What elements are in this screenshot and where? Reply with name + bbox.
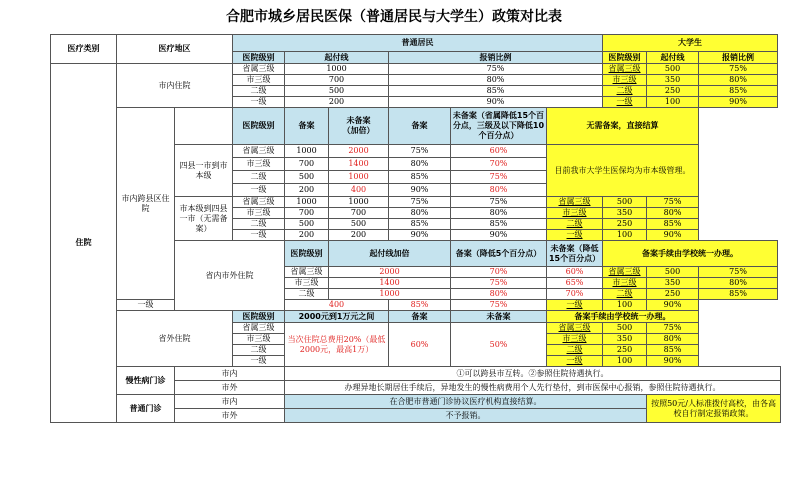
citycounty-ratio-filed: 80% xyxy=(389,208,451,219)
province-deductible: 2000 xyxy=(329,267,451,278)
header-med-area: 医疗地区 xyxy=(117,35,233,64)
student-deductible: 500 xyxy=(647,64,699,75)
header-med-type: 医疗类别 xyxy=(51,35,117,64)
county-ratio-unfiled: 80% xyxy=(451,184,547,197)
student-ratio: 90% xyxy=(699,97,778,108)
student-ratio: 75% xyxy=(699,267,778,278)
header-deductible: 起付线 xyxy=(285,52,389,64)
province-ratio-unfiled: 75% xyxy=(451,300,547,311)
level-label: 一级 xyxy=(233,184,285,197)
general-outside-text: 不予报销。 xyxy=(285,409,647,423)
category-inpatient: 住院 xyxy=(51,64,117,423)
out-province-note: 当次住院总费用20%（最低2000元，最高1万） xyxy=(285,323,389,367)
header-ordinary: 普通居民 xyxy=(233,35,603,52)
area-outside: 市外 xyxy=(175,381,285,395)
student-deductible: 100 xyxy=(647,97,699,108)
area-county-to-city: 四县一市到市本级 xyxy=(175,145,233,197)
citycounty-filed: 500 xyxy=(285,219,329,230)
citycounty-filed: 700 xyxy=(285,208,329,219)
student-general-note: 按照50元/人标准拨付高校，由各高校自行制定报销政策。 xyxy=(647,395,781,423)
header-student: 大学生 xyxy=(603,35,778,52)
header-hosp-level: 医院级别 xyxy=(233,108,285,145)
level-label: 一级 xyxy=(233,356,285,367)
province-ratio-filed: 80% xyxy=(451,289,547,300)
header-unfiled-double: 未备案 （加倍） xyxy=(329,108,389,145)
student-ratio: 85% xyxy=(647,345,699,356)
county-ratio-unfiled: 75% xyxy=(451,171,547,184)
county-filed: 1000 xyxy=(285,145,329,158)
province-deductible: 1000 xyxy=(329,289,451,300)
header-filed: 备案 xyxy=(389,311,451,323)
level-label: 一级 xyxy=(233,230,285,241)
level-label: 市三级 xyxy=(233,75,285,86)
header-unfiled-rule: 未备案（省属降低15个百分点，三级及以下降低10个百分点） xyxy=(451,108,547,145)
city-ratio: 85% xyxy=(389,86,603,97)
student-level-label: 市三级 xyxy=(547,208,603,219)
student-ratio: 75% xyxy=(699,64,778,75)
student-ratio: 80% xyxy=(647,334,699,345)
province-ratio-filed: 70% xyxy=(451,267,547,278)
student-deductible: 100 xyxy=(603,356,647,367)
level-label: 省属三级 xyxy=(233,197,285,208)
student-ratio: 75% xyxy=(647,197,699,208)
student-level-label: 省属三级 xyxy=(547,323,603,334)
city-deductible: 200 xyxy=(285,97,389,108)
student-level-label: 市三级 xyxy=(603,278,647,289)
province-deductible: 1400 xyxy=(329,278,451,289)
student-deductible: 350 xyxy=(603,208,647,219)
student-deductible: 100 xyxy=(603,300,647,311)
citycounty-ratio-unfiled: 85% xyxy=(451,219,547,230)
student-level-label: 省属三级 xyxy=(603,267,647,278)
area-city-to-county: 市本级到四县一市（无需备案） xyxy=(175,197,233,241)
student-deductible: 250 xyxy=(603,345,647,356)
citycounty-ratio-filed: 90% xyxy=(389,230,451,241)
student-level-label: 一级 xyxy=(547,230,603,241)
student-ratio: 85% xyxy=(699,86,778,97)
province-ratio-filed: 85% xyxy=(389,300,451,311)
county-unfiled: 1000 xyxy=(329,171,389,184)
level-label: 市三级 xyxy=(233,334,285,345)
student-level-label: 二级 xyxy=(603,86,647,97)
student-level-label: 省属三级 xyxy=(603,64,647,75)
area-outside: 市外 xyxy=(175,409,285,423)
student-level-label: 二级 xyxy=(603,289,647,300)
citycounty-unfiled: 200 xyxy=(329,230,389,241)
city-ratio: 80% xyxy=(389,75,603,86)
header-student-deductible: 起付线 xyxy=(647,52,699,64)
area-city: 市内住院 xyxy=(117,64,233,108)
student-level-label: 市三级 xyxy=(547,334,603,345)
student-level-label: 二级 xyxy=(547,219,603,230)
level-label: 二级 xyxy=(233,219,285,230)
student-ratio: 90% xyxy=(647,356,699,367)
chronic-inside-text: ①可以跨县市互转。②参照住院待遇执行。 xyxy=(285,367,781,381)
student-deductible: 500 xyxy=(603,197,647,208)
citycounty-unfiled: 500 xyxy=(329,219,389,230)
level-label: 市三级 xyxy=(233,158,285,171)
area-inside: 市内 xyxy=(175,367,285,381)
student-deductible: 250 xyxy=(647,289,699,300)
student-deductible: 350 xyxy=(647,278,699,289)
category-general: 普通门诊 xyxy=(117,395,175,423)
level-label: 市三级 xyxy=(233,208,285,219)
page-title: 合肥市城乡居民医保（普通居民与大学生）政策对比表 xyxy=(226,9,562,25)
province-ratio-filed: 75% xyxy=(451,278,547,289)
county-ratio-unfiled: 60% xyxy=(451,145,547,158)
level-label: 省属三级 xyxy=(233,145,285,158)
student-cross-county-note: 目前我市大学生医保均为市本级管理。 xyxy=(547,145,699,197)
student-ratio: 90% xyxy=(647,300,699,311)
header-range: 2000元到1万元之间 xyxy=(285,311,389,323)
county-ratio-filed: 85% xyxy=(389,171,451,184)
province-ratio-unfiled: 65% xyxy=(547,278,603,289)
chronic-outside-text: 办理异地长期居住手续后，异地发生的慢性病费用个人先行垫付，到市医保中心报销，参照住院待遇执行。 xyxy=(285,381,781,395)
area-out-province: 省外住院 xyxy=(117,311,233,367)
student-deductible: 250 xyxy=(603,219,647,230)
level-label: 一级 xyxy=(233,97,285,108)
citycounty-ratio-unfiled: 80% xyxy=(451,208,547,219)
header-filed: 备案 xyxy=(389,108,451,145)
level-label: 省属三级 xyxy=(233,323,285,334)
county-ratio-filed: 75% xyxy=(389,145,451,158)
header-deductible-double: 起付线加倍 xyxy=(329,241,451,267)
empty-cell xyxy=(175,108,233,145)
city-deductible: 700 xyxy=(285,75,389,86)
city-deductible: 1000 xyxy=(285,64,389,75)
county-unfiled: 400 xyxy=(329,184,389,197)
level-label: 一级 xyxy=(117,300,175,311)
student-no-filing: 无需备案，直接结算 xyxy=(547,108,699,145)
area-inside: 市内 xyxy=(175,395,285,409)
level-label: 二级 xyxy=(233,171,285,184)
county-ratio-unfiled: 70% xyxy=(451,158,547,171)
level-label: 二级 xyxy=(233,86,285,97)
province-ratio-unfiled: 60% xyxy=(547,267,603,278)
header-hosp-level: 医院级别 xyxy=(285,241,329,267)
student-ratio: 80% xyxy=(699,75,778,86)
citycounty-ratio-filed: 75% xyxy=(389,197,451,208)
out-province-ratio-unfiled: 50% xyxy=(451,323,547,367)
header-ratio: 报销比例 xyxy=(389,52,603,64)
student-ratio: 80% xyxy=(699,278,778,289)
level-label: 省属三级 xyxy=(285,267,329,278)
citycounty-filed: 1000 xyxy=(285,197,329,208)
student-deductible: 500 xyxy=(603,323,647,334)
county-ratio-filed: 80% xyxy=(389,158,451,171)
policy-table xyxy=(50,34,781,423)
category-chronic: 慢性病门诊 xyxy=(117,367,175,395)
header-filed: 备案 xyxy=(285,108,329,145)
header-student-ratio: 报销比例 xyxy=(699,52,778,64)
area-cross-county: 市内跨县区住院 xyxy=(117,108,175,300)
county-ratio-filed: 90% xyxy=(389,184,451,197)
province-deductible: 400 xyxy=(285,300,389,311)
citycounty-unfiled: 1000 xyxy=(329,197,389,208)
student-ratio: 80% xyxy=(647,208,699,219)
city-ratio: 90% xyxy=(389,97,603,108)
student-level-label: 二级 xyxy=(547,345,603,356)
county-filed: 700 xyxy=(285,158,329,171)
student-school-handles: 备案手续由学校统一办理。 xyxy=(603,241,778,267)
county-filed: 200 xyxy=(285,184,329,197)
student-ratio: 75% xyxy=(647,323,699,334)
city-ratio: 75% xyxy=(389,64,603,75)
student-deductible: 350 xyxy=(647,75,699,86)
citycounty-filed: 200 xyxy=(285,230,329,241)
student-ratio: 90% xyxy=(647,230,699,241)
student-deductible: 350 xyxy=(603,334,647,345)
general-inside-text: 在合肥市普通门诊协议医疗机构直接结算。 xyxy=(285,395,647,409)
student-school-handles: 备案手续由学校统一办理。 xyxy=(547,311,699,323)
citycounty-unfiled: 700 xyxy=(329,208,389,219)
student-level-label: 一级 xyxy=(547,356,603,367)
student-level-label: 一级 xyxy=(603,97,647,108)
out-province-ratio-filed: 60% xyxy=(389,323,451,367)
province-ratio-unfiled: 70% xyxy=(547,289,603,300)
header-hosp-level: 医院级别 xyxy=(233,52,285,64)
county-unfiled: 2000 xyxy=(329,145,389,158)
student-level-label: 省属三级 xyxy=(547,197,603,208)
header-hosp-level: 医院级别 xyxy=(233,311,285,323)
citycounty-ratio-unfiled: 75% xyxy=(451,197,547,208)
county-unfiled: 1400 xyxy=(329,158,389,171)
header-unfiled-minus15: 未备案（降低15个百分点） xyxy=(547,241,603,267)
header-unfiled: 未备案 xyxy=(451,311,547,323)
student-ratio: 85% xyxy=(647,219,699,230)
city-deductible: 500 xyxy=(285,86,389,97)
student-level-label: 一级 xyxy=(547,300,603,311)
level-label: 市三级 xyxy=(285,278,329,289)
level-label: 省属三级 xyxy=(233,64,285,75)
level-label: 二级 xyxy=(285,289,329,300)
county-filed: 500 xyxy=(285,171,329,184)
student-level-label: 市三级 xyxy=(603,75,647,86)
citycounty-ratio-filed: 85% xyxy=(389,219,451,230)
citycounty-ratio-unfiled: 90% xyxy=(451,230,547,241)
header-filed-minus5: 备案（降低5个百分点） xyxy=(451,241,547,267)
student-ratio: 85% xyxy=(699,289,778,300)
student-deductible: 500 xyxy=(647,267,699,278)
level-label: 二级 xyxy=(233,345,285,356)
header-student-level: 医院级别 xyxy=(603,52,647,64)
student-deductible: 250 xyxy=(647,86,699,97)
student-deductible: 100 xyxy=(603,230,647,241)
area-in-province: 省内市外住院 xyxy=(175,241,285,311)
